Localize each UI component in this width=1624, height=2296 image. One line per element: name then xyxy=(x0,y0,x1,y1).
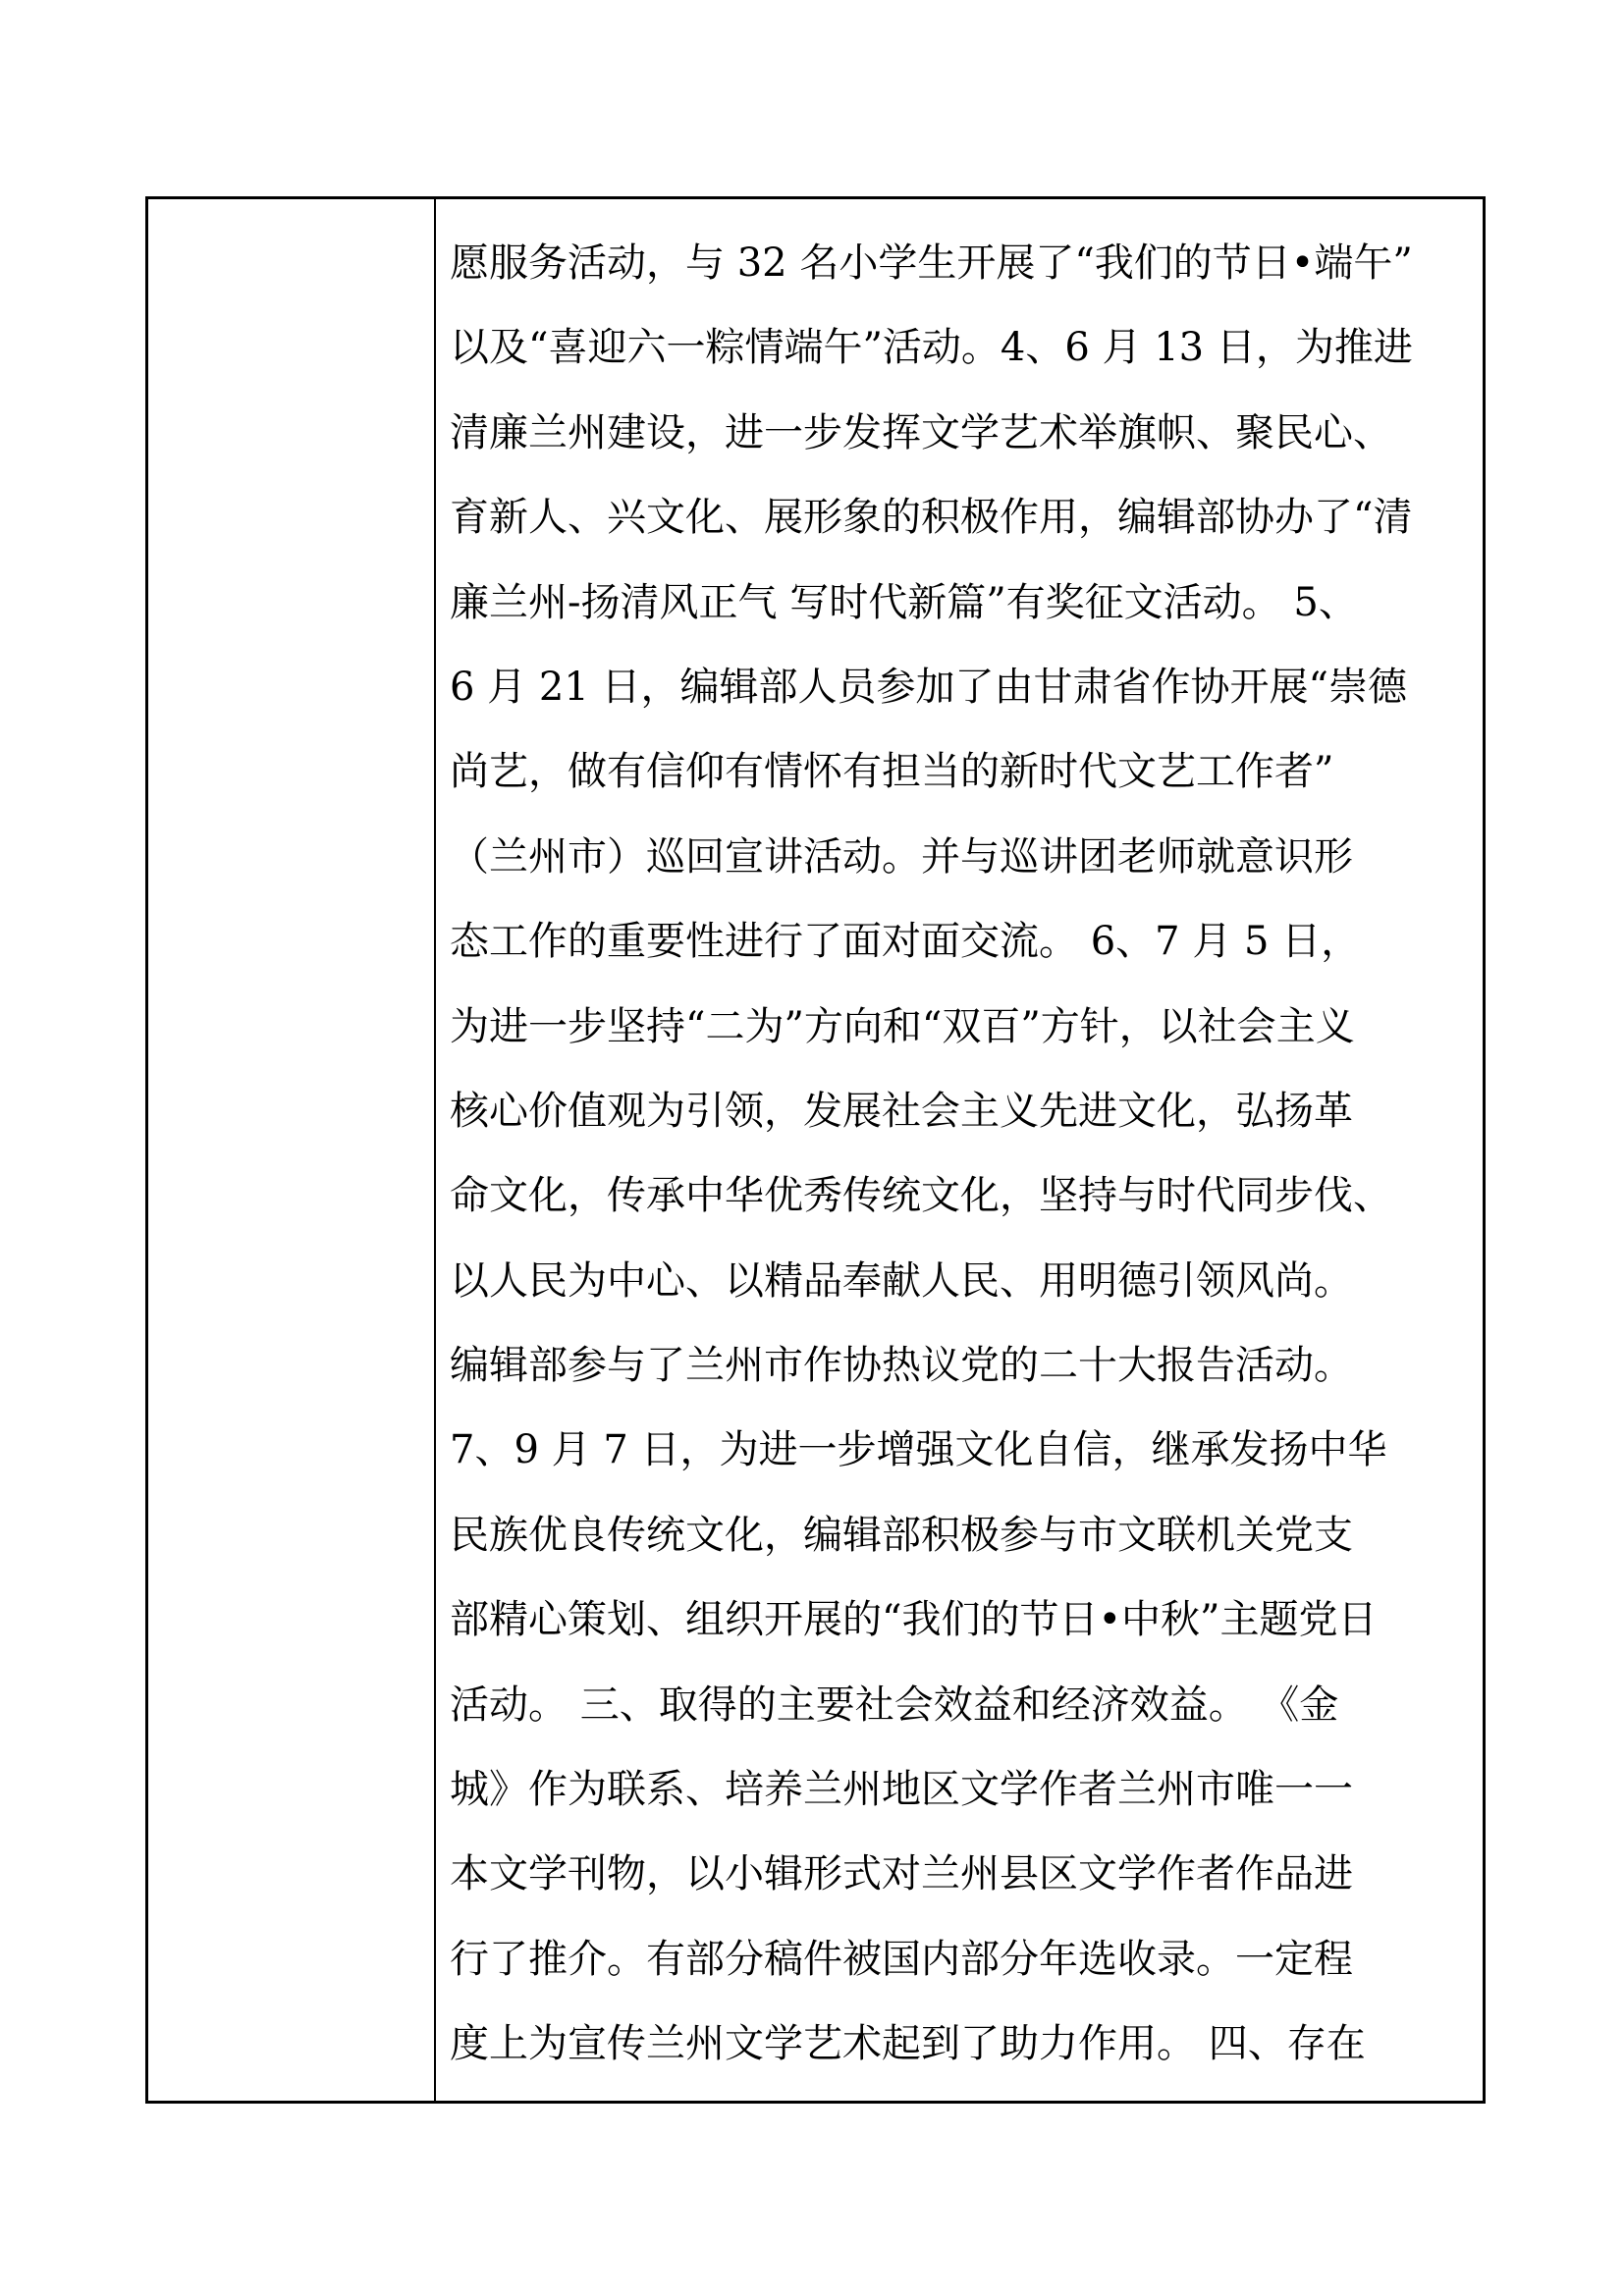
text-line: 以及“喜迎六一粽情端午”活动。4、6 月 13 日，为推进 xyxy=(450,325,1413,371)
text-line: 编辑部参与了兰州市作协热议党的二十大报告活动。 xyxy=(450,1343,1353,1389)
text-line: 度上为宣传兰州文学艺术起到了助力作用。 四、存在 xyxy=(450,2021,1366,2067)
text-line: 行了推介。有部分稿件被国内部分年选收录。一定程 xyxy=(450,1936,1353,1982)
table-content-cell xyxy=(436,199,1483,2101)
text-line: 态工作的重要性进行了面对面交流。 6、7 月 5 日， xyxy=(450,919,1361,965)
text-line: 尚艺，做有信仰有情怀有担当的新时代文艺工作者” xyxy=(450,749,1334,795)
text-line: （兰州市）巡回宣讲活动。并与巡讲团老师就意识形 xyxy=(450,833,1353,880)
text-line: 育新人、兴文化、展形象的积极作用，编辑部协办了“清 xyxy=(450,495,1413,541)
text-line: 命文化，传承中华优秀传统文化，坚持与时代同步伐、 xyxy=(450,1173,1392,1219)
text-line: 部精心策划、组织开展的“我们的节日•中秋”主题党日 xyxy=(450,1597,1378,1643)
text-line: 核心价值观为引领，发展社会主义先进文化，弘扬革 xyxy=(450,1088,1353,1134)
text-line: 愿服务活动，与 32 名小学生开展了“我们的节日•端午” xyxy=(450,240,1413,286)
text-line: 民族优良传统文化，编辑部积极参与市文联机关党支 xyxy=(450,1512,1353,1558)
table-label-cell xyxy=(148,199,436,2101)
text-line: 7、9 月 7 日，为进一步增强文化自信，继承发扬中华 xyxy=(450,1427,1387,1473)
text-line: 廉兰州-扬清风正气 写时代新篇”有奖征文活动。 5、 xyxy=(450,579,1358,625)
text-line: 以人民为中心、以精品奉献人民、用明德引领风尚。 xyxy=(450,1257,1353,1304)
text-line: 6 月 21 日，编辑部人员参加了由甘肃省作协开展“崇德 xyxy=(450,664,1407,710)
document-table xyxy=(145,196,1486,2104)
text-line: 本文学刊物，以小辑形式对兰州县区文学作者作品进 xyxy=(450,1851,1353,1897)
text-line: 活动。 三、取得的主要社会效益和经济效益。 《金 xyxy=(450,1682,1339,1728)
text-line: 城》作为联系、培养兰州地区文学作者兰州市唯一一 xyxy=(450,1767,1353,1813)
text-line: 清廉兰州建设，进一步发挥文学艺术举旗帜、聚民心、 xyxy=(450,409,1392,455)
text-line: 为进一步坚持“二为”方向和“双百”方针，以社会主义 xyxy=(450,1003,1355,1049)
